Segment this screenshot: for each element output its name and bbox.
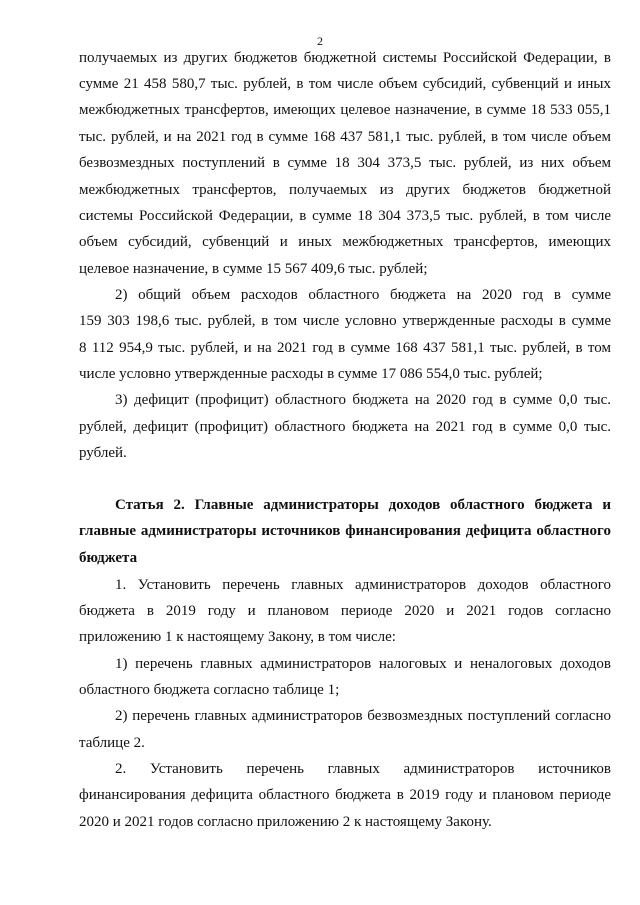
text-line: рублей, дефицит (профицит) областного бюджета на 2021 год в сумме 0,0 тыс. [79,419,611,435]
text-line: безвозмездных поступлений в сумме 18 304 373,5 тыс. рублей, из них объем [79,155,611,171]
text-line: межбюджетных трансфертов, имеющих целевое назначение, в сумме 18 533 055,1 [79,102,611,118]
text-line: целевое назначение, в сумме 15 567 409,6 тыс. рублей; [79,261,428,277]
text-line: финансирования дефицита областного бюджета в 2019 году и плановом периоде [79,787,611,803]
text-line: 3) дефицит (профицит) областного бюджета на 2020 год в сумме 0,0 тыс. [115,392,611,408]
text-line: числе условно утвержденные расходы в сумме 17 086 554,0 тыс. рублей; [79,366,543,382]
text-line: областного бюджета согласно таблице 1; [79,682,340,698]
text-line: объем субсидий, субвенций и иных межбюджетных трансфертов, имеющих [79,234,611,250]
text-line: 1) перечень главных администраторов налоговых и неналоговых доходов [115,656,611,672]
text-line: рублей. [79,445,127,461]
text-line: 8 112 954,9 тыс. рублей, и на 2021 год в сумме 168 437 581,1 тыс. рублей, в том [79,340,611,356]
text-line: системы Российской Федерации, в сумме 18 304 373,5 тыс. рублей, в том числе [79,208,611,224]
text-line: приложению 1 к настоящему Закону, в том числе: [79,629,396,645]
text-line: тыс. рублей, и на 2021 год в сумме 168 437 581,1 тыс. рублей, в том числе объем [79,129,611,145]
text-line: межбюджетных трансфертов, получаемых из других бюджетов бюджетной [79,182,611,198]
text-line: 1. Установить перечень главных администраторов доходов областного [115,577,611,593]
text-line: получаемых из других бюджетов бюджетной системы Российской Федерации, в [79,50,611,66]
text-line: 2020 и 2021 годов согласно приложению 2 к настоящему Закону. [79,814,492,830]
article-heading-line: Статья 2. Главные администраторы доходов областного бюджета и [115,497,611,513]
text-line: 159 303 198,6 тыс. рублей, в том числе условно утвержденные расходы в сумме [79,313,611,329]
page-number: 2 [317,34,323,48]
text-line: 2) общий объем расходов областного бюджета на 2020 год в сумме [115,287,611,303]
text-line: таблице 2. [79,735,145,751]
text-line: сумме 21 458 580,7 тыс. рублей, в том числе объем субсидий, субвенций и иных [79,76,611,92]
article-heading-line: бюджета [79,550,138,566]
article-heading-line: главные администраторы источников финансирования дефицита областного [79,523,611,539]
text-line: 2. Установить перечень главных администраторов источников [115,761,611,777]
text-line: 2) перечень главных администраторов безвозмездных поступлений согласно [115,708,611,724]
text-line: бюджета в 2019 году и плановом периоде 2020 и 2021 годов согласно [79,603,611,619]
